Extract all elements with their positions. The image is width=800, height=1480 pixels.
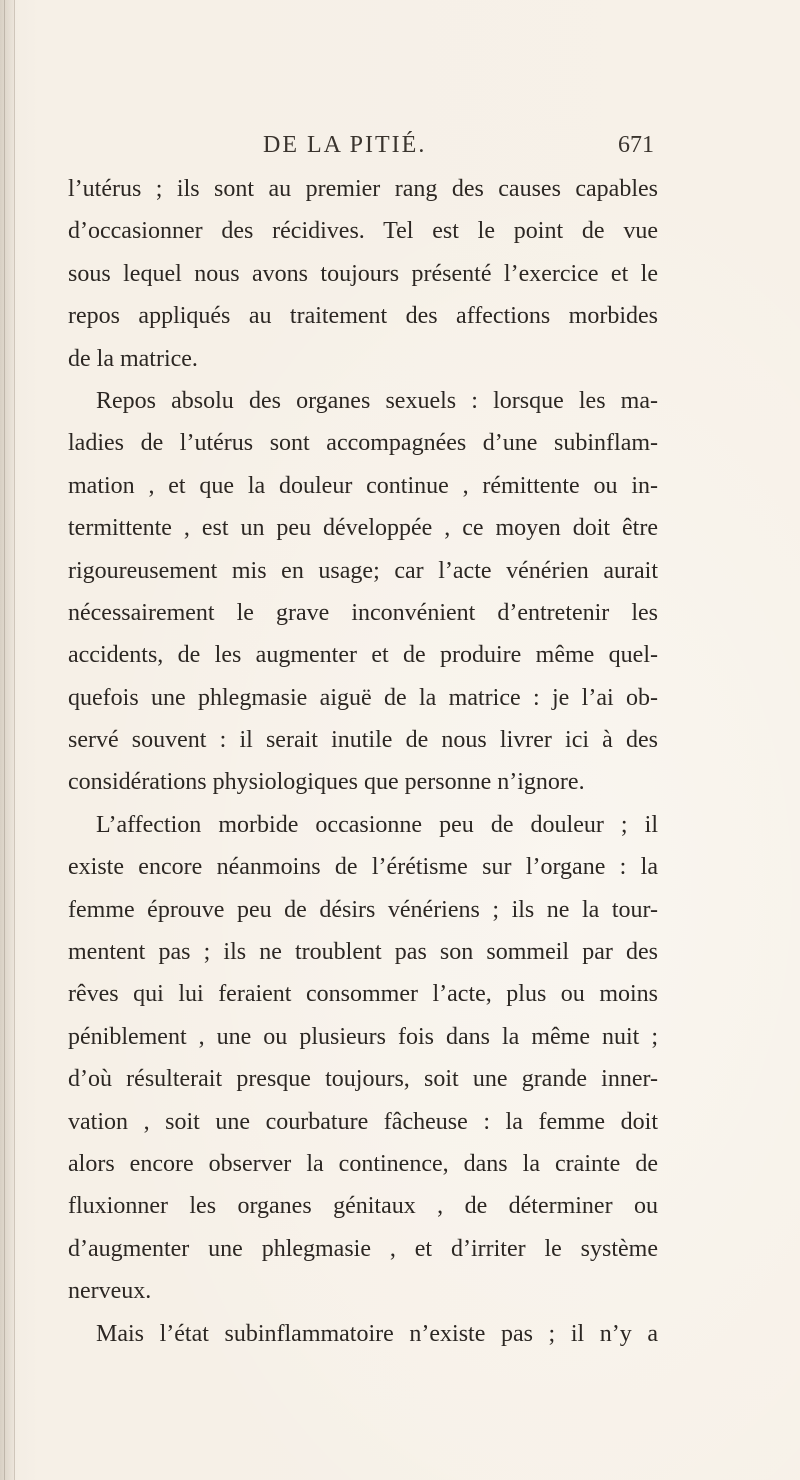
text-line: servé souvent : il serait inutile de nous livrer ici à des bbox=[68, 727, 658, 754]
text-line: Mais l’état subinflammatoire n’existe pas ; il n’y a bbox=[96, 1320, 658, 1347]
text-line: existe encore néanmoins de l’érétisme sur l’organe : la bbox=[68, 854, 658, 881]
text-line: l’utérus ; ils sont au premier rang des causes capables bbox=[68, 176, 658, 202]
running-head bbox=[68, 120, 656, 160]
text-line: repos appliqués au traitement des affections morbides bbox=[68, 303, 658, 330]
text-line: quefois une phlegmasie aiguë de la matrice : je l’ai ob- bbox=[68, 684, 658, 711]
text-line: rigoureusement mis en usage; car l’acte vénérien aurait bbox=[68, 557, 658, 584]
page-number: 671 bbox=[618, 132, 654, 158]
text-line: d’augmenter une phlegmasie , et d’irriter le système bbox=[68, 1235, 658, 1262]
text-line: mentent pas ; ils ne troublent pas son sommeil par des bbox=[68, 939, 658, 966]
text-line: ladies de l’utérus sont accompagnées d’une subinflam- bbox=[68, 430, 658, 457]
text-line: sous lequel nous avons toujours présenté l’exercice et le bbox=[68, 260, 658, 287]
binding-line bbox=[4, 0, 5, 1480]
text-line: de la matrice. bbox=[68, 345, 198, 372]
text-line: nécessairement le grave inconvénient d’entretenir les bbox=[68, 599, 658, 626]
text-line: d’où résulterait presque toujours, soit une grande inner- bbox=[68, 1066, 658, 1093]
body-text bbox=[68, 168, 658, 1355]
binding-edge bbox=[0, 0, 15, 1480]
text-line: L’affection morbide occasionne peu de douleur ; il bbox=[96, 811, 658, 838]
text-line: vation , soit une courbature fâcheuse : la femme doit bbox=[68, 1108, 658, 1135]
text-line: fluxionner les organes génitaux , de déterminer ou bbox=[68, 1193, 658, 1220]
text-line: nerveux. bbox=[68, 1278, 152, 1305]
text-line: rêves qui lui feraient consommer l’acte, plus ou moins bbox=[68, 981, 658, 1008]
text-line: femme éprouve peu de désirs vénériens ; ils ne la tour- bbox=[68, 896, 658, 923]
text-line: termittente , est un peu développée , ce moyen doit être bbox=[68, 515, 658, 542]
text-line: considérations physiologiques que personne n’ignore. bbox=[68, 769, 585, 796]
text-line: alors encore observer la continence, dans la crainte de bbox=[68, 1150, 658, 1177]
text-line: mation , et que la douleur continue , rémittente ou in- bbox=[68, 472, 658, 499]
text-line: d’occasionner des récidives. Tel est le point de vue bbox=[68, 218, 658, 245]
running-title: DE LA PITIÉ. bbox=[263, 132, 427, 158]
text-line: accidents, de les augmenter et de produire même quel- bbox=[68, 642, 658, 669]
text-line: Repos absolu des organes sexuels : lorsque les ma- bbox=[96, 387, 658, 414]
text-line: péniblement , une ou plusieurs fois dans la même nuit ; bbox=[68, 1023, 658, 1050]
